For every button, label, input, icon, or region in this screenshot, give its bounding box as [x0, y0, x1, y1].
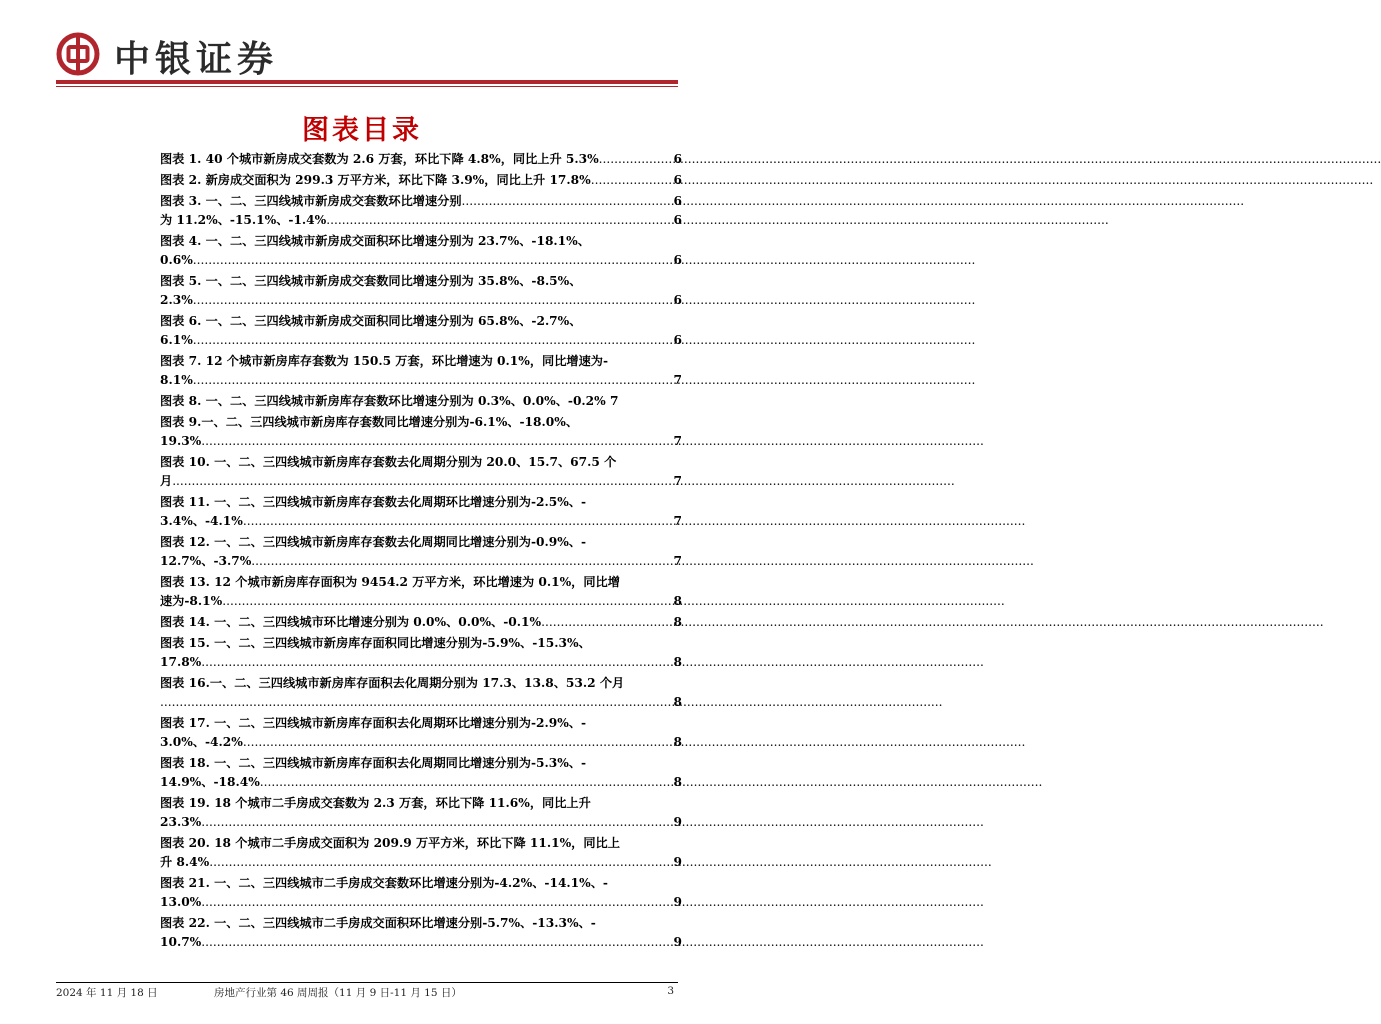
toc-entry-line[interactable]	[160, 150, 682, 169]
page-header	[56, 28, 678, 84]
toc-entry-line[interactable]	[160, 674, 682, 693]
toc-leader-dots	[201, 813, 672, 832]
toc-page-number[interactable]: 9	[673, 895, 682, 909]
toc-entry-text[interactable]: 0.6%	[160, 253, 193, 267]
toc-entry[interactable]	[160, 352, 682, 390]
toc-entry-line[interactable]	[160, 392, 682, 411]
toc-entry-line[interactable]	[160, 933, 682, 952]
toc-entry-line[interactable]	[160, 171, 682, 190]
toc-entry-text[interactable]: 图表 21. 一、二、三四线城市二手房成交套数环比增速分别为-4.2%、-14.1%、-	[160, 876, 608, 890]
toc-entry-text[interactable]: 3.4%、-4.1%	[160, 514, 243, 528]
toc-page-number[interactable]: 6	[673, 293, 682, 307]
toc-entry-line[interactable]	[160, 733, 682, 752]
toc-leader-dots	[201, 893, 672, 912]
toc-entry-text[interactable]: 图表 1. 40 个城市新房成交套数为 2.6 万套，环比下降 4.8%，同比上升 5.3%	[160, 152, 599, 166]
toc-entry-text[interactable]: 3.0%、-4.2%	[160, 735, 243, 749]
toc-entry-line[interactable]	[160, 813, 682, 832]
toc-entry-text[interactable]: 8.1%	[160, 373, 193, 387]
toc-entry-text[interactable]: 图表 17. 一、二、三四线城市新房库存面积去化周期环比增速分别为-2.9%、-	[160, 716, 587, 730]
toc-entry[interactable]	[160, 794, 682, 832]
toc-page-number[interactable]: 6	[673, 173, 682, 187]
toc-entry-line[interactable]	[160, 251, 682, 270]
toc-leader-dots	[251, 552, 672, 571]
footer-report-title: 房地产行业第 46 周周报（11 月 9 日-11 月 15 日）	[214, 987, 462, 999]
toc-entry-line[interactable]	[160, 533, 682, 552]
footer-date: 2024 年 11 月 18 日	[56, 987, 158, 999]
toc-entry-text[interactable]: 图表 3. 一、二、三四线城市新房成交套数环比增速分别	[160, 194, 462, 208]
toc-entry[interactable]	[160, 192, 682, 230]
toc-entry-text[interactable]: 图表 20. 18 个城市二手房成交面积为 209.9 万平方米，环比下降 11.1%，同比上	[160, 836, 620, 850]
toc-entry-line[interactable]	[160, 413, 682, 432]
footer-page-number: 3	[667, 985, 674, 997]
toc-page-number[interactable]: 6	[673, 194, 682, 208]
toc-entry-line[interactable]	[160, 211, 682, 230]
toc-entry-text[interactable]: 图表 5. 一、二、三四线城市新房成交套数同比增速分别为 35.8%、-8.5%、	[160, 274, 582, 288]
toc-entry-line[interactable]	[160, 874, 682, 893]
toc-leader-dots	[160, 693, 673, 712]
page-footer	[56, 985, 678, 1001]
toc-entry-line[interactable]	[160, 552, 682, 571]
toc-entry-line[interactable]	[160, 493, 682, 512]
toc-leader-dots	[193, 251, 673, 270]
toc-entry-text[interactable]: 13.0%	[160, 895, 202, 909]
toc-page-number[interactable]: 7	[673, 373, 682, 387]
toc-entry-line[interactable]	[160, 272, 682, 291]
toc-entry[interactable]	[160, 573, 682, 611]
toc-leader-dots	[193, 371, 673, 390]
toc-page-number[interactable]: 7	[673, 554, 682, 568]
toc-entry[interactable]	[160, 914, 682, 952]
toc-entry-line[interactable]	[160, 512, 682, 531]
toc-entry-line[interactable]	[160, 634, 682, 653]
toc-entry-line[interactable]	[160, 232, 682, 251]
toc-entry-line[interactable]	[160, 653, 682, 672]
toc-page-number[interactable]: 6	[673, 213, 682, 227]
toc-leader-dots	[462, 192, 673, 211]
toc-leader-dots	[209, 853, 672, 872]
toc-page-number[interactable]: 6	[673, 253, 682, 267]
toc-entry[interactable]	[160, 171, 682, 190]
toc-entry-line[interactable]	[160, 853, 682, 872]
toc-entry[interactable]	[160, 674, 682, 712]
toc-leader-dots	[243, 512, 673, 531]
toc-entry[interactable]	[160, 312, 682, 350]
toc-entry-text[interactable]: 图表 13. 12 个城市新房库存面积为 9454.2 万平方米，环比增速为 0.1%，同比增	[160, 575, 620, 589]
footer-divider	[56, 982, 678, 983]
toc-leader-dots	[172, 472, 672, 491]
toc-leader-dots	[591, 171, 673, 190]
toc-entry-text[interactable]: 10.7%	[160, 935, 202, 949]
toc-entry-line[interactable]	[160, 893, 682, 912]
toc-entry-text[interactable]: 月	[160, 474, 173, 488]
toc-entry-text[interactable]: 图表 22. 一、二、三四线城市二手房成交面积环比增速分别-5.7%、-13.3%、-	[160, 916, 596, 930]
toc-entry-line[interactable]	[160, 794, 682, 813]
toc-entry-text[interactable]: 速为-8.1%	[160, 594, 223, 608]
toc-entry[interactable]	[160, 232, 682, 270]
toc-entry[interactable]	[160, 714, 682, 752]
toc-entry-line[interactable]	[160, 371, 682, 390]
toc-page-number[interactable]: 8	[673, 594, 682, 608]
toc-entry-line[interactable]	[160, 714, 682, 733]
toc-entry-text[interactable]: 图表 18. 一、二、三四线城市新房库存面积去化周期同比增速分别为-5.3%、-	[160, 756, 587, 770]
toc-entry-line[interactable]	[160, 291, 682, 310]
toc-entry-line[interactable]	[160, 312, 682, 331]
toc-leader-dots	[193, 291, 673, 310]
toc-entry-line[interactable]	[160, 472, 682, 491]
toc-entry-text[interactable]: 14.9%、-18.4%	[160, 775, 260, 789]
toc-leader-dots	[222, 592, 672, 611]
toc-entry-text[interactable]: 图表 8. 一、二、三四线城市新房库存套数环比增速分别为 0.3%、0.0%、-0.2% 7	[160, 394, 619, 408]
toc-page-number[interactable]: 7	[673, 434, 682, 448]
toc-page-number[interactable]: 7	[673, 474, 682, 488]
toc-entry-text[interactable]: 图表 7. 12 个城市新房库存套数为 150.5 万套，环比增速为 0.1%，同比增速为-	[160, 354, 609, 368]
toc-leader-dots	[260, 773, 673, 792]
toc-entry-text[interactable]: 图表 19. 18 个城市二手房成交套数为 2.3 万套，环比下降 11.6%，同比上升	[160, 796, 591, 810]
toc-page-number[interactable]: 6	[673, 333, 682, 347]
bank-of-china-logo-icon	[56, 32, 100, 76]
toc-entry-text[interactable]: 6.1%	[160, 333, 193, 347]
header-divider-thin	[56, 86, 678, 87]
toc-entry-line[interactable]	[160, 693, 682, 712]
toc-entry[interactable]	[160, 413, 682, 451]
toc-entry[interactable]	[160, 392, 682, 411]
toc-leader-dots	[326, 211, 672, 230]
toc-page-number[interactable]: 9	[673, 935, 682, 949]
toc-entry[interactable]	[160, 533, 682, 571]
toc-entry[interactable]	[160, 150, 682, 169]
toc-leader-dots	[541, 613, 672, 632]
toc-entry-text[interactable]: 17.8%	[160, 655, 202, 669]
toc-entry-line[interactable]	[160, 453, 682, 472]
toc-entry-line[interactable]	[160, 592, 682, 611]
toc-entry-text[interactable]: 图表 6. 一、二、三四线城市新房成交面积同比增速分别为 65.8%、-2.7%、	[160, 314, 582, 328]
toc-leader-dots	[201, 432, 672, 451]
toc-page-number[interactable]: 8	[673, 615, 682, 629]
toc-entry[interactable]	[160, 493, 682, 531]
toc-entry-line[interactable]	[160, 754, 682, 773]
toc-page-number[interactable]: 9	[673, 855, 682, 869]
toc-entry-line[interactable]	[160, 834, 682, 853]
toc-entry-text[interactable]: 2.3%	[160, 293, 193, 307]
toc-page-number[interactable]: 8	[673, 655, 682, 669]
toc-entry[interactable]	[160, 453, 682, 491]
toc-entry[interactable]	[160, 834, 682, 872]
toc-entry-text[interactable]: 图表 11. 一、二、三四线城市新房库存套数去化周期环比增速分别为-2.5%、-	[160, 495, 587, 509]
toc-entry-text[interactable]: 23.3%	[160, 815, 202, 829]
toc-entry[interactable]	[160, 874, 682, 912]
toc-entry-line[interactable]	[160, 432, 682, 451]
toc-page-number[interactable]: 8	[673, 695, 682, 709]
toc-entry[interactable]	[160, 634, 682, 672]
toc-entry-text[interactable]: 图表 15. 一、二、三四线城市新房库存面积同比增速分别为-5.9%、-15.3%、	[160, 636, 591, 650]
toc-entry-text[interactable]: 图表 14. 一、二、三四线城市环比增速分别为 0.0%、0.0%、-0.1%	[160, 615, 542, 629]
toc-entry-line[interactable]	[160, 773, 682, 792]
toc-entry-line[interactable]	[160, 613, 682, 632]
toc-entry-line[interactable]	[160, 331, 682, 350]
toc-entry-text[interactable]: 图表 9.一、二、三四线城市新房库存套数同比增速分别为-6.1%、-18.0%、	[160, 415, 579, 429]
brand-name: 中银证券	[114, 38, 279, 80]
toc-entry-text[interactable]: 图表 16.一、二、三四线城市新房库存面积去化周期分别为 17.3、13.8、53.2 个月	[160, 676, 625, 690]
toc-leader-dots	[201, 933, 672, 952]
toc-page-number[interactable]: 8	[673, 735, 682, 749]
toc-leader-dots	[201, 653, 672, 672]
header-divider-thick	[56, 80, 678, 84]
toc-entry-line[interactable]	[160, 352, 682, 371]
toc-entry-line[interactable]	[160, 573, 682, 592]
toc-entry-text[interactable]: 图表 2. 新房成交面积为 299.3 万平方米，环比下降 3.9%，同比上升 17.8%	[160, 173, 591, 187]
toc-page-number[interactable]: 7	[673, 514, 682, 528]
toc-entry-text[interactable]: 图表 10. 一、二、三四线城市新房库存套数去化周期分别为 20.0、15.7、67.5 个	[160, 455, 617, 469]
toc-title: 图表目录	[302, 115, 422, 146]
toc-entry[interactable]	[160, 754, 682, 792]
toc-page-number[interactable]: 8	[673, 775, 682, 789]
toc-page-number[interactable]: 9	[673, 815, 682, 829]
toc-entry-text[interactable]: 12.7%、-3.7%	[160, 554, 252, 568]
toc-entry-line[interactable]	[160, 914, 682, 933]
toc-entry-text[interactable]: 图表 4. 一、二、三四线城市新房成交面积环比增速分别为 23.7%、-18.1%、	[160, 234, 590, 248]
toc-page-number[interactable]: 6	[673, 152, 682, 166]
toc-entry-text[interactable]: 图表 12. 一、二、三四线城市新房库存套数去化周期同比增速分别为-0.9%、-	[160, 535, 587, 549]
toc-entry[interactable]	[160, 613, 682, 632]
toc-entry-text[interactable]: 升 8.4%	[160, 855, 210, 869]
toc-list	[160, 150, 682, 954]
toc-entry-text[interactable]: 19.3%	[160, 434, 202, 448]
toc-entry-line[interactable]	[160, 192, 682, 211]
toc-entry-text[interactable]: 为 11.2%、-15.1%、-1.4%	[160, 213, 327, 227]
toc-entry[interactable]	[160, 272, 682, 310]
toc-leader-dots	[243, 733, 673, 752]
toc-leader-dots	[193, 331, 673, 350]
toc-leader-dots	[599, 150, 673, 169]
